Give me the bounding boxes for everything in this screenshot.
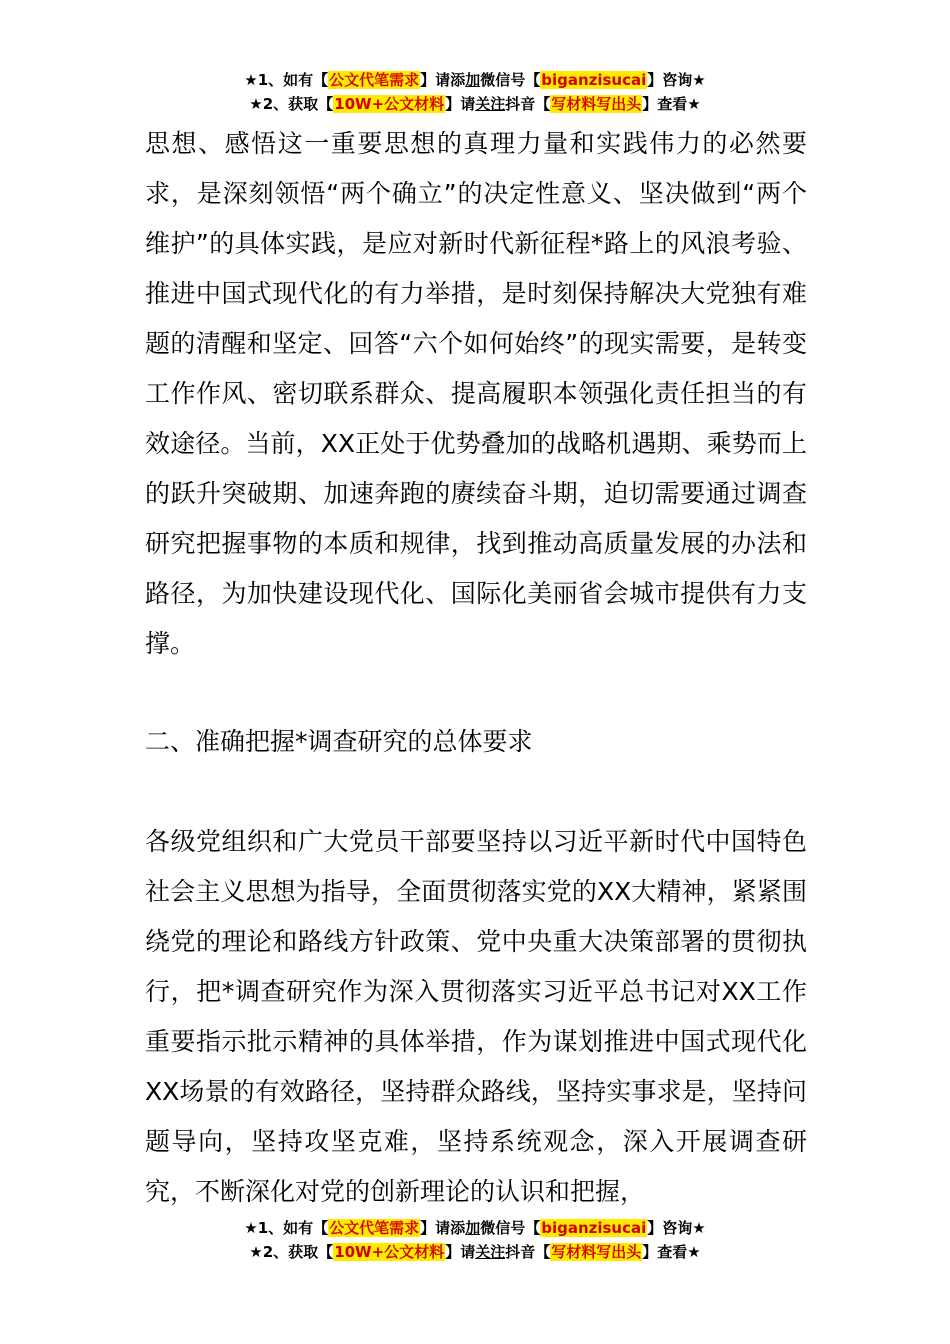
- banner-text: ★2、获取【: [249, 95, 334, 113]
- banner-underlined-text: 加: [465, 1219, 481, 1237]
- section-heading: 二、准确把握*调查研究的总体要求: [145, 727, 533, 756]
- body-paragraph-1: 思想、感悟这一重要思想的真理力量和实践伟力的必然要求，是深刻领悟“两个确立”的决定性意义、坚决做到“两个维护”的具体实践，是应对新时代新征程*路上的风浪考验、推进中国式现代化的有力举措，是时刻保持解决大党独有难题的清醒和坚定、回答“六个如何始终”的现实需要，是转变工作作风、密切联系群众、提高履职本领强化责任担当的有效途径。当前，XX正处于优势叠加的战略机遇期、乘势而上的跃升突破期、加速奔跑的赓续奋斗期，迫切需要通过调查研究把握事物的本质和规律，找到推动高质量发展的办法和路径，为加快建设现代化、国际化美丽省会城市提供有力支撑。: [145, 129, 807, 658]
- banner-line-2: [0, 92, 950, 116]
- banner-text: 】查看★: [642, 1243, 701, 1261]
- banner-text: 抖音【: [505, 95, 551, 113]
- banner-text: 】请: [445, 1243, 476, 1261]
- banner-highlight: 写材料写出头: [551, 95, 642, 113]
- banner-text: 】请添: [420, 1219, 466, 1237]
- banner-highlight: 公文代笔需求: [329, 1219, 420, 1237]
- banner-highlight: biganzisucai: [541, 1219, 647, 1237]
- banner-text: 微信号【: [480, 71, 541, 89]
- banner-line-1: [0, 1216, 950, 1240]
- banner-text: 】查看★: [642, 95, 701, 113]
- banner-line-1: [0, 68, 950, 92]
- banner-underlined-text: 加: [465, 71, 481, 89]
- banner-text: ★2、获取【: [249, 1243, 334, 1261]
- banner-text: 抖音【: [505, 1243, 551, 1261]
- banner-underlined-text: 关注: [475, 1243, 506, 1261]
- banner-text: ★1、如有【: [244, 1219, 329, 1237]
- banner-highlight: 写材料写出头: [551, 1243, 642, 1261]
- banner-highlight: 公文代笔需求: [329, 71, 420, 89]
- banner-text: 微信号【: [480, 1219, 541, 1237]
- body-paragraph-2: 各级党组织和广大党员干部要坚持以习近平新时代中国特色社会主义思想为指导，全面贯彻落实党的XX大精神，紧紧围绕党的理论和路线方针政策、党中央重大决策部署的贯彻执行，把*调查研究作为深入贯彻落实习近平总书记对XX工作重要指示批示精神的具体举措，作为谋划推进中国式现代化XX场景的有效路径，坚持群众路线，坚持实事求是，坚持问题导向，坚持攻坚克难，坚持系统观念，深入开展调查研究，不断深化对党的创新理论的认识和把握，: [145, 827, 807, 1206]
- footer-banner: [0, 1216, 950, 1264]
- banner-text: 】咨询★: [647, 1219, 706, 1237]
- header-banner: [0, 68, 950, 116]
- banner-text: ★1、如有【: [244, 71, 329, 89]
- banner-text: 】请添: [420, 71, 466, 89]
- banner-text: 】咨询★: [647, 71, 706, 89]
- banner-highlight: 10W+公文材料: [334, 95, 445, 113]
- banner-text: 】请: [445, 95, 476, 113]
- banner-line-2: [0, 1240, 950, 1264]
- banner-underlined-text: 关注: [475, 95, 506, 113]
- banner-highlight: 10W+公文材料: [334, 1243, 445, 1261]
- banner-highlight: biganzisucai: [541, 71, 647, 89]
